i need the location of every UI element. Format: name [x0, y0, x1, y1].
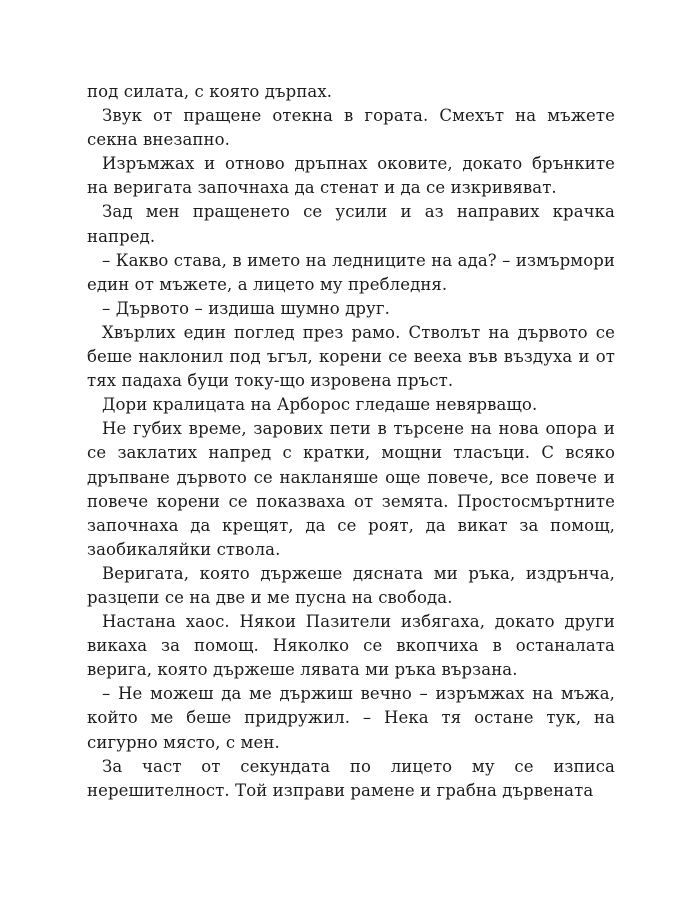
paragraph-4: Зад мен пращенето се усили и аз направих крачка напред. [87, 202, 615, 246]
paragraph-13: За част от секундата по лицето му се изписа нерешителност. Той изправи рамене и грабна дървената [87, 756, 615, 800]
paragraph-12: – Не можеш да ме държиш вечно – изръмжах на мъжа, който ме беше придружил. – Нека тя остане тук, на сигурно място, с мен. [87, 684, 615, 752]
paragraph-5: – Какво става, в името на ледниците на ада? – измърмори един от мъжете, а лицето му пребледня. [87, 250, 615, 294]
paragraph-6: – Дървото – издиша шумно друг. [102, 298, 390, 318]
paragraph-11: Настана хаос. Някои Пазители избягаха, докато други викаха за помощ. Няколко се вкопчиха в останалата верига, която държеше лявата ми ръка вързана. [87, 612, 615, 680]
paragraph-2: Звук от пращене отекна в гората. Смехът на мъжете секна внезапно. [87, 106, 615, 150]
paragraph-8: Дори кралицата на Арборос гледаше невярващо. [102, 395, 538, 415]
paragraph-7: Хвърлих един поглед през рамо. Стволът на дървото се беше наклонил под ъгъл, корени се вееха във въздуха и от тях падаха буци току-що изровена пръст. [87, 322, 615, 391]
page-text [87, 80, 615, 803]
paragraph-3: Изръмжах и отново дръпнах оковите, докато брънките на веригата започнаха да стенат и да се изкривяват. [87, 154, 615, 198]
paragraph-1: под силата, с която дърпах. [87, 82, 333, 101]
paragraph-9: Не губих време, зарових пети в търсене на нова опора и се заклатих напред с кратки, мощни тласъци. С всяко дръпване дървото се накланяше още повече, все повече и повече корени се показваха от земята. Простосмъртните започнаха да крещят, да се роят, да викат за помощ, заобикаляйки ствола. [87, 419, 615, 559]
paragraph-10: Веригата, която държеше дясната ми ръка, издрънча, разцепи се на две и ме пусна на свобода. [87, 563, 615, 607]
